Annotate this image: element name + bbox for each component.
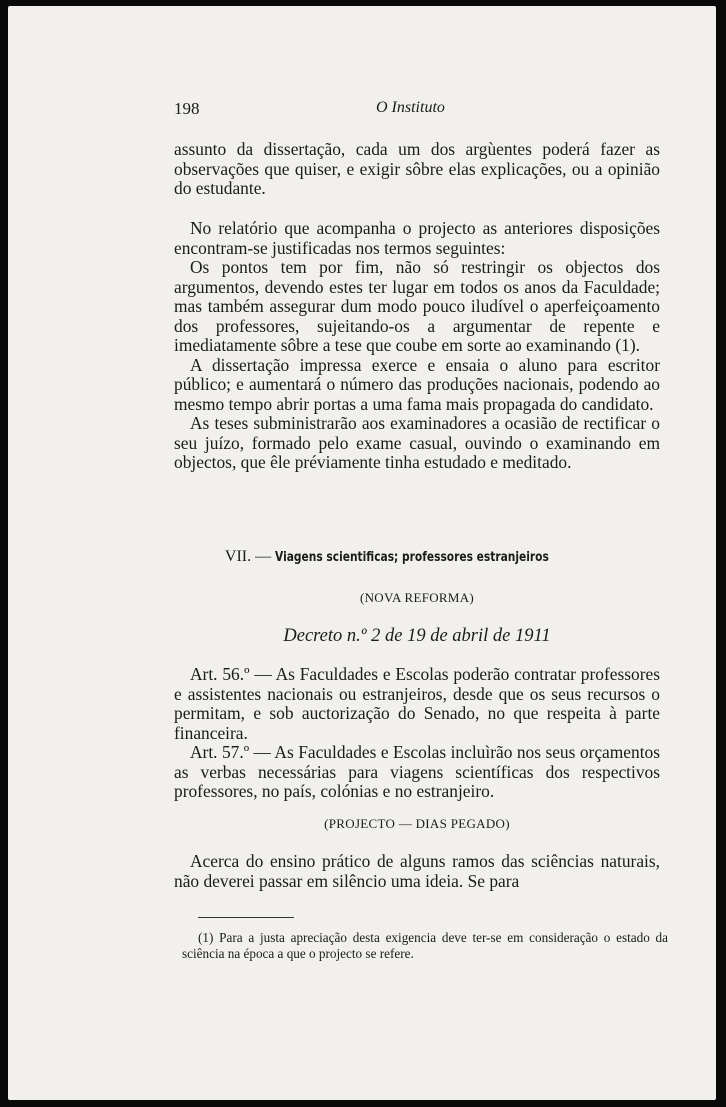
decree-title: Decreto n.º 2 de 19 de abril de 1911 [283, 626, 551, 646]
running-title: O Instituto [376, 99, 445, 116]
book-page [8, 6, 716, 1100]
page-header [174, 99, 660, 123]
paragraph: Os pontos tem por fim, não só restringir os objectos dos argumentos, devendo estes ter lugar em todos os anos da Faculdade; mas também assegurar dum modo pouco iludível o aperfeiçoamento dos professores, sujeitando-os a argumentar de repente e imediatamente sôbre a tese que coube em sorte ao examinando (1). [174, 257, 660, 355]
project-text-block [174, 852, 660, 891]
subheading: (NOVA REFORMA) [359, 590, 475, 605]
paragraph: assunto da dissertação, cada um dos argùentes poderá fazer as observações que quiser, e exigir sôbre elas explicações, ou a opinião do estudante. [174, 139, 660, 198]
article-56: Art. 56.º — As Faculdades e Escolas poderão contratar professores e assistentes nacionais ou estranjeiros, desde que os seus recursos o permitam, e sob auctorização do Senado, no que respeita à parte financeira. [174, 664, 660, 743]
footnote [182, 930, 668, 962]
page-number: 198 [174, 99, 200, 118]
section-heading [174, 548, 660, 566]
article-57: Art. 57.º — As Faculdades e Escolas incluìrão nos seus orçamentos as verbas necessárias para viagens scientíficas dos respectivos professores, no país, colónias e no estranjeiro. [174, 742, 660, 801]
project-paragraph: Acerca do ensino prático de alguns ramos das sciências naturais, não deverei passar em silêncio uma ideia. Se para [174, 851, 660, 891]
articles [174, 665, 660, 802]
section-number: VII. — [224, 548, 272, 565]
footnote-divider [198, 917, 294, 918]
body-text-main [174, 219, 660, 473]
paragraph: As teses subministrarão aos examinadores a ocasião de rectificar o seu juízo, formado pelo exame casual, ouvindo o examinando em objectos, que êle préviamente tinha estudado e meditado. [174, 413, 660, 472]
section-title: Viagens scientificas; professores estranjeiros [275, 550, 549, 565]
footnote-text: (1) Para a justa apreciação desta exigencia deve ter-se em consideração o estado da sciência na época a que o projecto se refere. [182, 930, 668, 961]
project-heading: (PROJECTO — DIAS PEGADO) [324, 816, 510, 831]
paragraph: No relatório que acompanha o projecto as anteriores disposições encontram-se justificadas nos termos seguintes: [174, 218, 660, 258]
paragraph: A dissertação impressa exerce e ensaia o aluno para escritor público; e aumentará o número das produções nacionais, podendo ao mesmo tempo abrir portas a uma fama mais propagada do candidato. [174, 354, 660, 414]
body-text-top [174, 140, 660, 199]
